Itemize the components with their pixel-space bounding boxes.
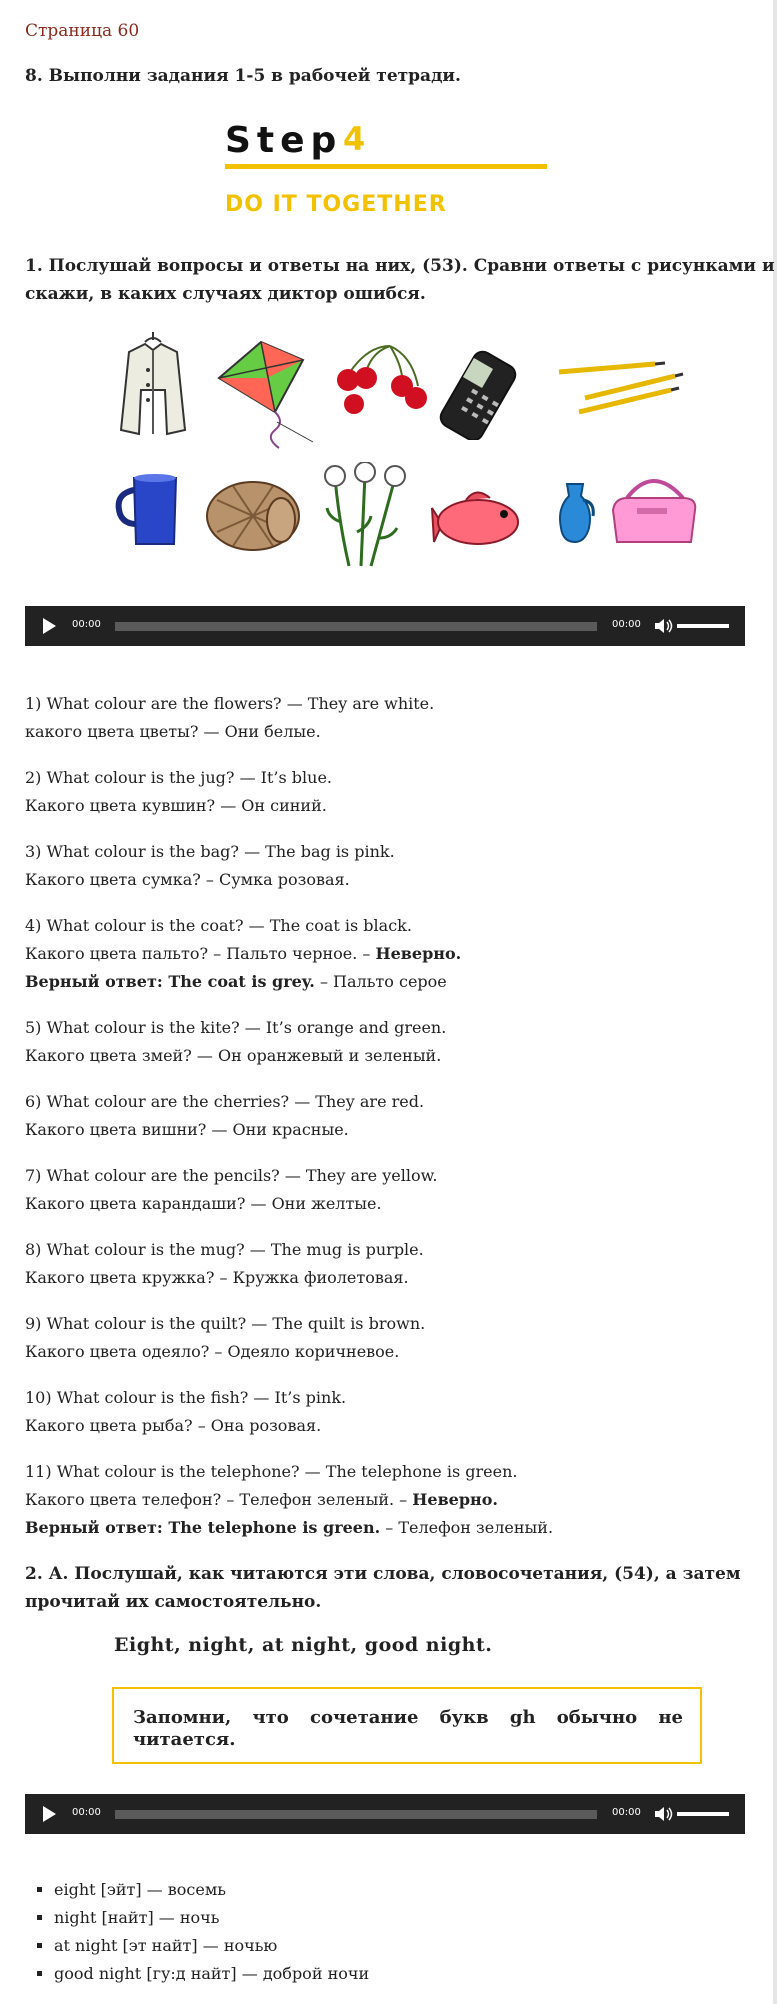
correct-answer: Верный ответ: The coat is grey. <box>25 972 315 991</box>
correct-ru: – Пальто серое <box>319 972 447 991</box>
list-item: ▪ good night [гу:д найт] — доброй ночи <box>54 1960 774 1988</box>
answer-en: 6) What colour are the cherries? — They are red. <box>25 1092 425 1111</box>
answer-ru-line <box>25 940 745 968</box>
answer-en: 3) What colour is the bag? — The bag is pink. <box>25 842 395 861</box>
answer-1 <box>25 690 745 746</box>
audio-player-2 <box>25 1794 745 1834</box>
word-list <box>25 1876 774 1988</box>
progress-rail[interactable] <box>115 1810 597 1819</box>
telephone-picture <box>435 350 535 440</box>
answer-en: 8) What colour is the mug? — The mug is purple. <box>25 1240 424 1259</box>
current-time: 00:00 <box>72 1807 101 1818</box>
pencils-picture <box>555 358 685 418</box>
wrong-mark: Неверно. <box>412 1490 498 1509</box>
fish-picture <box>430 480 530 560</box>
duration: 00:00 <box>612 619 641 630</box>
mug-picture <box>110 470 190 550</box>
answer-ru: Какого цвета телефон? – Телефон зеленый. – <box>25 1490 408 1509</box>
answer-ru: Какого цвета вишни? — Они красные. <box>25 1120 349 1139</box>
current-time: 00:00 <box>72 619 101 630</box>
answer-en: 5) What colour is the kite? — It’s orange and green. <box>25 1018 447 1037</box>
answer-ru: какого цвета цветы? — Они белые. <box>25 722 321 741</box>
note-box <box>112 1687 702 1764</box>
task-8: 8. Выполни задания 1-5 в рабочей тетради. <box>25 66 461 86</box>
bag-picture <box>603 470 703 550</box>
list-item: ▪ at night [эт найт] — ночью <box>54 1932 774 1960</box>
audio-player-1 <box>25 606 745 646</box>
answer-9 <box>25 1310 745 1366</box>
answer-ru: Какого цвета кружка? – Кружка фиолетовая. <box>25 1268 409 1287</box>
exercise-1-title-line: 1. Послушай вопросы и ответы на них, (53). Сравни ответы с рисунками и <box>25 256 775 276</box>
answer-4 <box>25 912 745 996</box>
answer-6 <box>25 1088 745 1144</box>
list-item: ▪ night [найт] — ночь <box>54 1904 774 1932</box>
kite-picture <box>213 338 323 450</box>
words-line: Eight, night, at night, good night. <box>114 1634 493 1656</box>
correct-line <box>25 968 745 996</box>
answer-ru: Какого цвета карандаши? — Они желтые. <box>25 1194 382 1213</box>
answer-ru-line <box>25 1486 745 1514</box>
page-link[interactable]: Страница 60 <box>25 21 140 41</box>
play-icon[interactable] <box>43 1806 56 1822</box>
answer-ru: Какого цвета рыба? – Она розовая. <box>25 1416 322 1435</box>
exercise-2-title <box>25 1560 741 1616</box>
step-header <box>225 120 585 230</box>
quilt-picture <box>203 470 303 560</box>
correct-ru: – Телефон зеленый. <box>385 1518 554 1537</box>
answer-3 <box>25 838 745 894</box>
volume-icon[interactable] <box>654 1806 674 1822</box>
play-icon[interactable] <box>43 618 56 634</box>
answer-en: 11) What colour is the telephone? — The telephone is green. <box>25 1462 518 1481</box>
step-subtitle: DO IT TOGETHER <box>225 192 447 217</box>
answer-2 <box>25 764 745 820</box>
exercise-1-title-line: скажи, в каких случаях диктор ошибся. <box>25 284 426 304</box>
answer-ru: Какого цвета пальто? – Пальто черное. – <box>25 944 371 963</box>
step-rule <box>225 164 547 169</box>
progress-rail[interactable] <box>115 622 597 631</box>
answer-en: 2) What colour is the jug? — It’s blue. <box>25 768 333 787</box>
coat-picture <box>115 330 191 442</box>
answer-en: 10) What colour is the fish? — It’s pink. <box>25 1388 347 1407</box>
duration: 00:00 <box>612 1807 641 1818</box>
exercise-2-title-line: прочитай их самостоятельно. <box>25 1592 322 1612</box>
step-number: 4 <box>343 120 366 158</box>
answer-en: 4) What colour is the coat? — The coat is black. <box>25 916 412 935</box>
answer-ru: Какого цвета кувшин? — Он синий. <box>25 796 327 815</box>
correct-answer: Верный ответ: The telephone is green. <box>25 1518 381 1537</box>
answer-en: 1) What colour are the flowers? — They are white. <box>25 694 435 713</box>
volume-slider[interactable] <box>677 624 729 628</box>
answer-7 <box>25 1162 745 1218</box>
jug-picture <box>553 478 597 548</box>
note-text: Запомни, что сочетание букв gh обычно не читается. <box>133 1707 683 1750</box>
flowers-picture <box>321 462 411 568</box>
answer-ru: Какого цвета одеяло? – Одеяло коричневое. <box>25 1342 400 1361</box>
volume-slider[interactable] <box>677 1812 729 1816</box>
answer-ru: Какого цвета змей? — Он оранжевый и зеленый. <box>25 1046 442 1065</box>
answer-10 <box>25 1384 745 1440</box>
answer-5 <box>25 1014 745 1070</box>
cherries-picture <box>330 342 430 422</box>
exercise-2-title-line: 2. А. Послушай, как читаются эти слова, словосочетания, (54), а затем <box>25 1564 741 1584</box>
list-item: ▪ eight [эйт] — восемь <box>54 1876 774 1904</box>
answer-ru: Какого цвета сумка? – Сумка розовая. <box>25 870 350 889</box>
step-word: Step <box>225 120 343 161</box>
exercise-1-title <box>25 252 775 308</box>
answer-11 <box>25 1458 745 1542</box>
wrong-mark: Неверно. <box>375 944 462 963</box>
correct-line <box>25 1514 745 1542</box>
answer-8 <box>25 1236 745 1292</box>
answer-en: 7) What colour are the pencils? — They are yellow. <box>25 1166 438 1185</box>
volume-icon[interactable] <box>654 618 674 634</box>
answer-en: 9) What colour is the quilt? — The quilt is brown. <box>25 1314 426 1333</box>
pictures <box>85 320 725 570</box>
